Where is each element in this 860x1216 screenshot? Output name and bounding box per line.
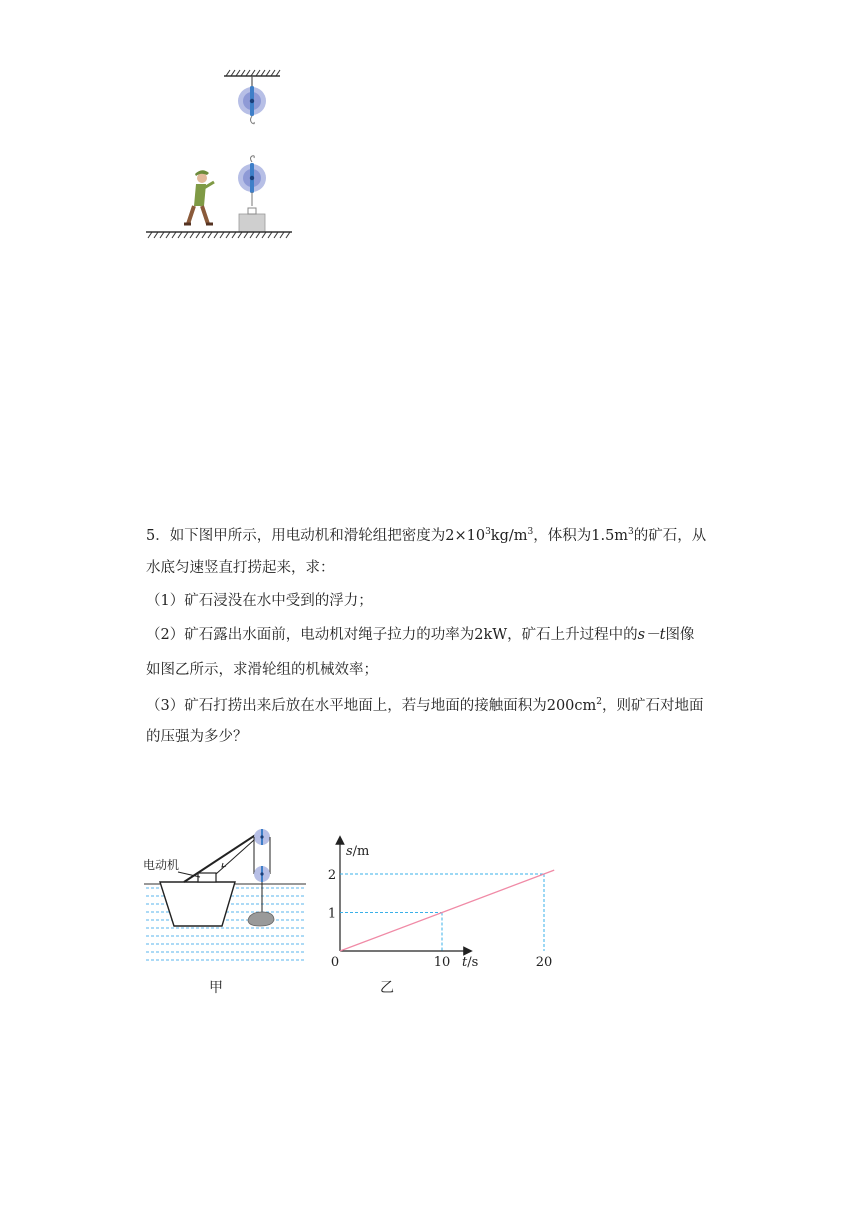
person-icon (184, 170, 214, 224)
series-line (340, 870, 554, 951)
density-unit-exp: 3 (527, 527, 534, 537)
part2-pre: （2）矿石露出水面前，电动机对绳子拉力的功率为 (146, 627, 475, 643)
caption-yi: 乙 (380, 980, 394, 996)
question-number: 5． (146, 527, 170, 544)
question-line-2: 水底匀速竖直打捞起来，求： (146, 560, 335, 576)
x-tick-label: 20 (535, 955, 553, 970)
question-line1-pre: 如下图甲所示，用电动机和滑轮组把密度为 (169, 527, 446, 544)
graph-name: s－t (637, 627, 666, 643)
caption-jia: 甲 (209, 980, 223, 996)
question-line1-post: 的矿石，从 (633, 527, 707, 544)
density-exp: 3 (485, 527, 491, 537)
ceiling-hatch (224, 70, 280, 76)
ore-rock-icon (248, 912, 274, 926)
area-value: 200cm (546, 697, 597, 714)
y-axis-unit: /m (352, 844, 370, 859)
question-line-1 (146, 522, 726, 546)
area-exp: 2 (596, 697, 603, 707)
movable-pulley-icon (238, 156, 266, 206)
question-part-1: （1）矿石浸没在水中受到的浮力； (146, 593, 373, 609)
boat-movable-pulley-icon (254, 837, 270, 912)
part3-pre: （3）矿石打捞出来后放在水平地面上，若与地面的接触面积为 (146, 697, 547, 714)
ground-hatch (146, 232, 292, 238)
volume-exp: 3 (628, 527, 634, 537)
part2-post: 图像 (665, 627, 695, 643)
part2-mid: ，矿石上升过程中的 (507, 627, 638, 643)
question-part-3-line-1 (146, 692, 726, 716)
x-axis-var: t (462, 955, 468, 970)
part3-post: ，则矿石对地面 (602, 697, 704, 714)
boat-hull (160, 882, 235, 926)
volume-value: 1.5m (591, 527, 629, 544)
question-part-2-line-1 (146, 625, 726, 645)
pulley-figure (140, 66, 310, 242)
question-part-2-line-2: 如图乙所示，求滑轮组的机械效率； (146, 662, 378, 678)
x-axis-label (462, 955, 478, 970)
y-axis-var: s (346, 844, 353, 859)
question-part-3-line-2: 的压强为多少？ (146, 729, 248, 745)
boat-fixed-pulley-icon (254, 829, 270, 845)
power-value: 2kW (474, 627, 508, 643)
x-tick-label: 10 (433, 955, 451, 970)
y-axis-label (346, 844, 369, 859)
y-tick-label: 1 (327, 906, 337, 922)
y-tick-label: 2 (327, 868, 337, 883)
question-line1-mid: ，体积为 (533, 527, 592, 544)
weight-block (239, 208, 265, 232)
motor-label: 电动机 (143, 858, 180, 872)
density-value: 2×10 (445, 527, 486, 544)
motor-box (198, 873, 216, 882)
density-unit: kg/m (490, 527, 528, 544)
origin-label: 0 (330, 955, 340, 970)
x-axis-unit: /s (467, 955, 479, 970)
fixed-pulley-icon (238, 76, 266, 124)
st-graph (326, 834, 553, 974)
figure-jia (140, 822, 310, 962)
crane-boom (184, 832, 260, 882)
